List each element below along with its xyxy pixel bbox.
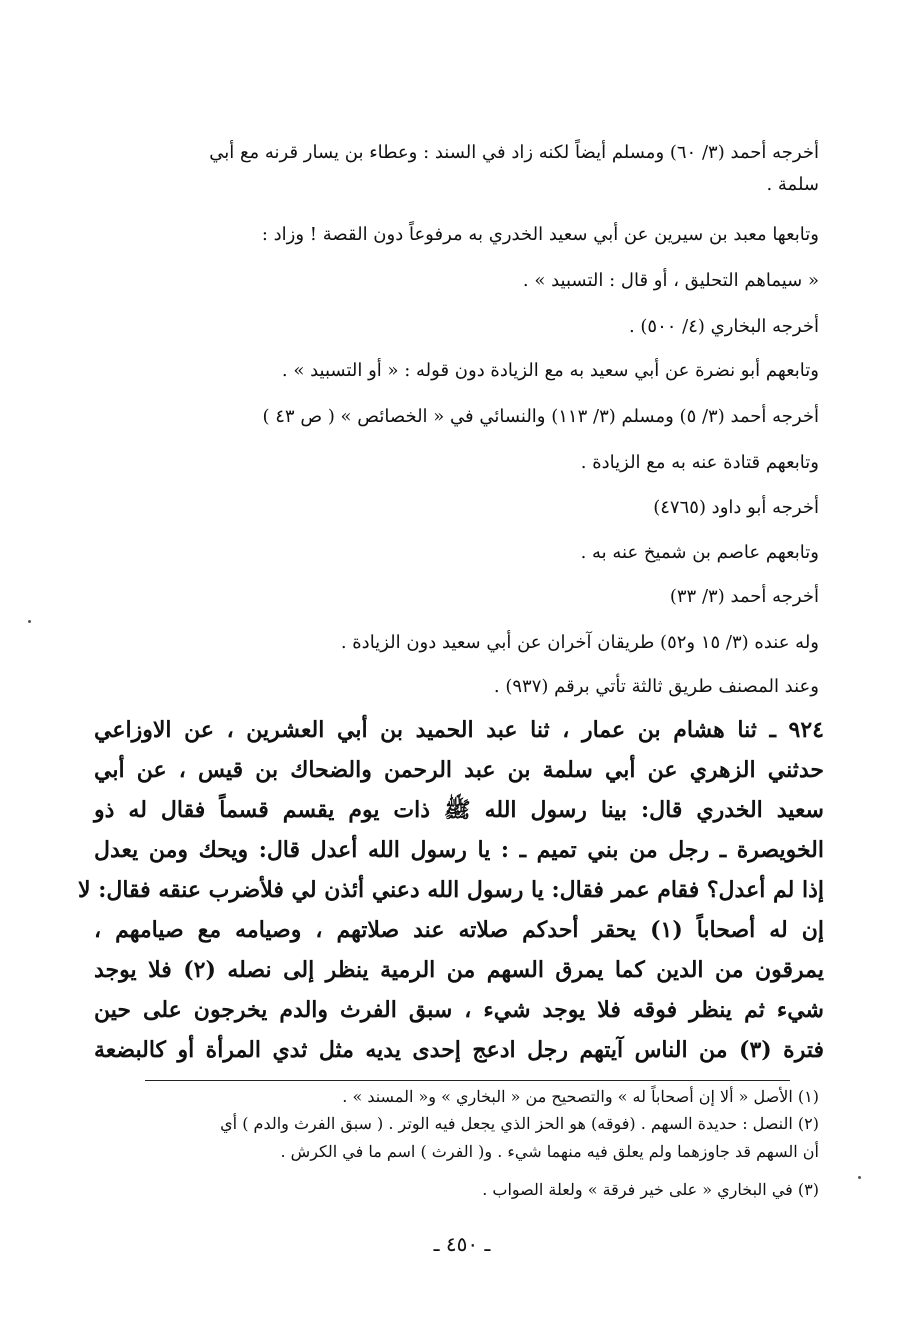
footnote: (٢) النصل : حديدة السهم . (فوقه) هو الحز الذي يجعل فيه الوتر . ( سبق الفرث والدم ) أي [220, 1114, 819, 1133]
commentary-line: وتابعهم قتادة عنه به مع الزيادة . [580, 452, 819, 473]
hadith-line: يمرقون من الدين كما يمرق السهم من الرمية ينظر إلى نصله (٢) فلا يوجد [94, 957, 824, 983]
commentary-line: وتابعها معبد بن سيرين عن أبي سعيد الخدري به مرفوعاً دون القصة ! وزاد : [261, 224, 819, 245]
commentary-line: وعند المصنف طريق ثالثة تأتي برقم (٩٣٧) . [493, 676, 819, 697]
hadith-line: إذا لم أعدل؟ فقام عمر فقال: يا رسول الله دعني أئذن لي فلأضرب عنقه فقال: لا [78, 877, 824, 903]
hadith-line: الخويصرة ـ رجل من بني تميم ـ : يا رسول الله أعدل قال: ويحك ومن يعدل [94, 837, 824, 863]
footnote: أن السهم قد جاوزهما ولم يعلق فيه منهما شيء . و( الفرث ) اسم ما في الكرش . [280, 1142, 819, 1161]
footnote: (٣) في البخاري « على خير فرقة » ولعلة الصواب . [482, 1180, 819, 1199]
commentary-line: أخرجه أحمد (٣/ ٦٠) ومسلم أيضاً لكنه زاد في السند : وعطاء بن يسار قرنه مع أبي [209, 142, 819, 163]
hadith-line: سعيد الخدري قال: بينا رسول الله ﷺ ذات يوم يقسم قسماً فقال له ذو [94, 797, 824, 823]
page-number: ـ ٤٥٠ ـ [433, 1232, 491, 1256]
scan-speck [28, 620, 31, 623]
scan-speck [858, 1176, 861, 1179]
commentary-line: أخرجه البخاري (٤/ ٥٠٠) . [628, 316, 819, 337]
commentary-line: وتابعهم أبو نضرة عن أبي سعيد به مع الزيادة دون قوله : « أو التسبيد » . [281, 360, 819, 381]
commentary-line: وله عنده (٣/ ١٥ و٥٢) طريقان آخران عن أبي سعيد دون الزيادة . [340, 632, 819, 653]
commentary-line: سلمة . [766, 174, 819, 195]
hadith-line: ٩٢٤ ـ ثنا هشام بن عمار ، ثنا عبد الحميد بن أبي العشرين ، عن الاوزاعي [94, 717, 824, 743]
hadith-line: حدثني الزهري عن أبي سلمة بن عبد الرحمن والضحاك بن قيس ، عن أبي [94, 757, 824, 783]
commentary-line: « سيماهم التحليق ، أو قال : التسبيد » . [522, 270, 819, 291]
footnote-divider [145, 1080, 790, 1081]
hadith-line: إن له أصحاباً (١) يحقر أحدكم صلاته عند صلاتهم ، وصيامه مع صيامهم ، [94, 917, 824, 943]
commentary-line: أخرجه أبو داود (٤٧٦٥) [653, 497, 819, 518]
commentary-line: أخرجه أحمد (٣/ ٥) ومسلم (٣/ ١١٣) والنسائي في « الخصائص » ( ص ٤٣ ) [262, 406, 819, 427]
hadith-line: فترة (٣) من الناس آيتهم رجل ادعج إحدى يديه مثل ثدي المرأة أو كالبضعة [94, 1037, 824, 1063]
hadith-line: شيء ثم ينظر فوقه فلا يوجد شيء ، سبق الفرث والدم يخرجون على حين [94, 997, 824, 1023]
footnote: (١) الأصل « ألا إن أصحاباً له » والتصحيح من « البخاري » و« المسند » . [342, 1087, 819, 1106]
commentary-line: وتابعهم عاصم بن شميخ عنه به . [580, 542, 819, 563]
commentary-line: أخرجه أحمد (٣/ ٣٣) [669, 586, 819, 607]
